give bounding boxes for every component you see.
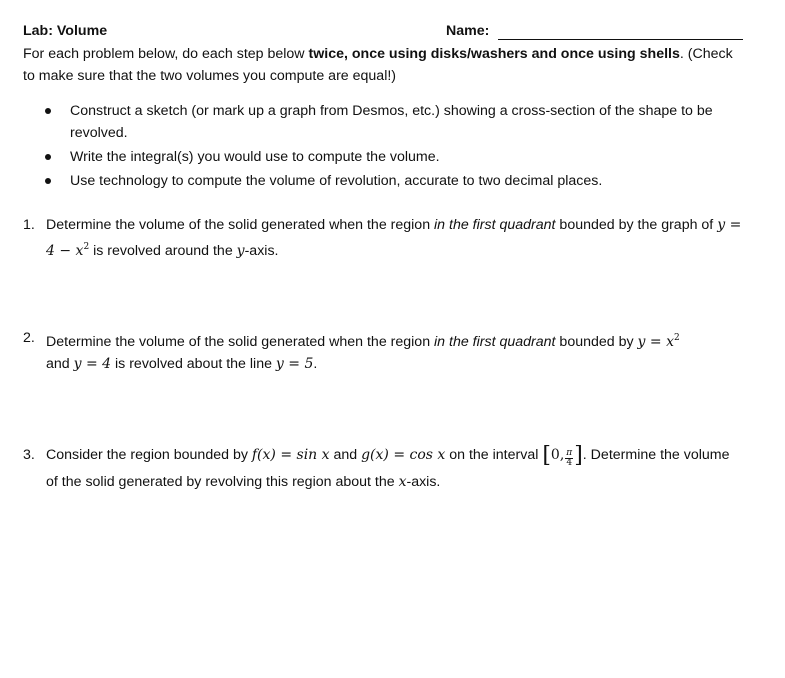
problem-2 — [23, 327, 743, 375]
worksheet-header — [23, 23, 743, 43]
equation: y = 4 — [73, 356, 112, 372]
bullet-icon — [45, 154, 51, 160]
name-label: Name: — [446, 23, 490, 39]
fraction: $\frac{\pi}{4}$ — [566, 448, 573, 468]
equation: y = 4 − x — [46, 217, 742, 259]
equation: y = x — [637, 334, 674, 350]
step-item: Use technology to compute the volume of revolution, accurate to two decimal places. — [23, 170, 743, 192]
instructions-text-2: . (Check to make sure that the two volumes you compute are equal!) — [23, 46, 733, 84]
name-blank-line[interactable] — [498, 39, 743, 40]
step-item: Write the integral(s) you would use to compute the volume. — [23, 146, 743, 168]
instructions-text-1: For each problem below, do each step below — [23, 46, 309, 62]
equation: g(x) = cos x — [361, 447, 446, 463]
problem-1 — [23, 214, 743, 262]
lab-title: Lab: Volume — [23, 23, 108, 39]
problem-number: 3. — [23, 447, 35, 463]
step-item: Construct a sketch (or mark up a graph from Desmos, etc.) showing a cross-section of the shape to be revolved. — [23, 100, 743, 144]
problem-3 — [23, 442, 743, 495]
bullet-icon — [45, 108, 51, 114]
instructions-paragraph — [23, 43, 743, 87]
problem-text: Determine the volume of the solid generated when the region in the first quadrant bounded by the graph of $y = 4 - x^2$ is revolved around the y-axis. — [46, 217, 742, 259]
steps-list — [23, 100, 743, 194]
equation: f(x) = sin x — [251, 447, 330, 463]
instructions-bold: twice, once using disks/washers and once using shells — [308, 46, 680, 62]
problem-text: Consider the region bounded by f(x) = sin x and g(x) = cos x on the interval [0, $\frac{\pi}{4}$ ]. Determine the volume of the solid generated by revolving this region about the x-axis. — [46, 443, 730, 490]
problem-text: Determine the volume of the solid generated when the region in the first quadrant bounded by $y = x^2$ and y = 4 is revolved about the line y = 5. — [46, 333, 680, 372]
bullet-icon — [45, 178, 51, 184]
equation: y = 5 — [275, 356, 314, 372]
problem-number: 2. — [23, 330, 35, 346]
problem-number: 1. — [23, 217, 35, 233]
